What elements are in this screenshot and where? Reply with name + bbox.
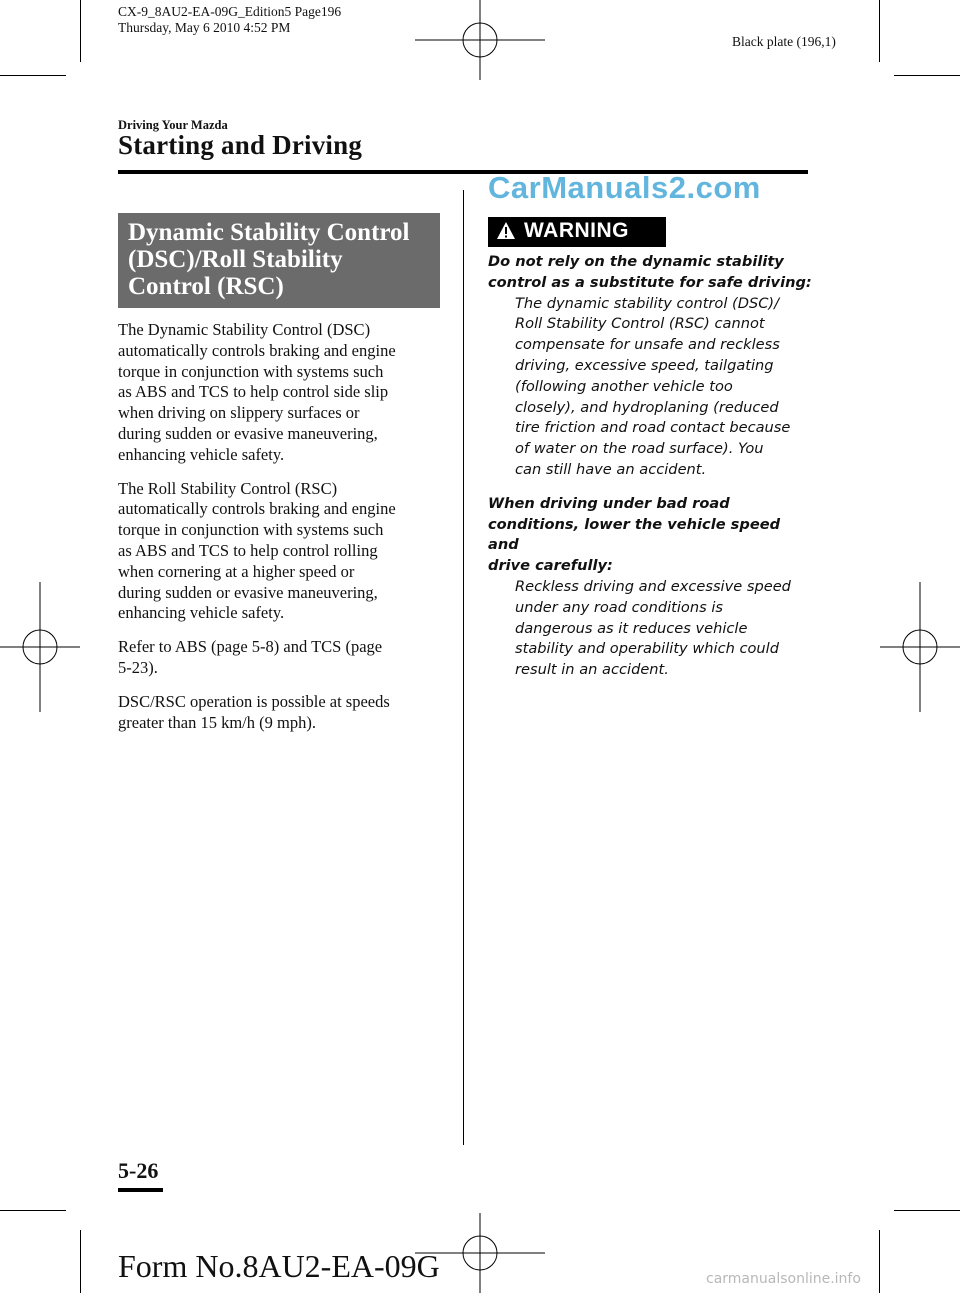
warning-detail: The dynamic stability control (DSC)/ Roll Stability Control (RSC) cannot compensate for unsafe and reckless driving, excessive speed, tailgating (following another vehicle too closely), and hydroplaning (reduced tire friction and road contact because of water on the road surface). You can still have an accident.	[515, 294, 791, 478]
registration-mark-top	[415, 0, 545, 80]
dsc-heading-line: (DSC)/Roll Stability	[128, 246, 343, 273]
body-text	[118, 320, 443, 746]
print-meta	[118, 4, 341, 36]
footer-rule	[118, 1188, 163, 1192]
dsc-heading-line: Dynamic Stability Control	[128, 219, 410, 246]
site-watermark: carmanualsonline.info	[706, 1271, 861, 1287]
dsc-paragraph: The Dynamic Stability Control (DSC) automatically controls braking and engine torque in conjunction with systems such as ABS and TCS to help control side slip when driving on slippery surfaces or during sudden or evasive maneuvering, enhancing vehicle safety.	[118, 320, 396, 464]
section-label: Driving Your Mazda	[118, 118, 228, 132]
dsc-heading-line: Control (RSC)	[128, 273, 284, 300]
form-number: Form No.8AU2-EA-09G	[118, 1248, 440, 1284]
page-number: 5-26	[118, 1158, 159, 1183]
warning-text	[488, 252, 813, 694]
registration-mark-left	[0, 582, 80, 712]
plate-label: Black plate (196,1)	[732, 34, 836, 49]
warning-label: WARNING	[524, 219, 629, 242]
column-divider	[463, 190, 464, 1145]
page-title: Starting and Driving	[118, 130, 363, 160]
warning-lead: When driving under bad road conditions, lower the vehicle speed and drive carefully:	[488, 494, 781, 575]
warning-detail: Reckless driving and excessive speed under any road conditions is dangerous as it reduces vehicle stability and operability which could result in an accident.	[515, 577, 791, 679]
dsc-heading-box	[118, 213, 440, 308]
print-meta-file: CX-9_8AU2-EA-09G_Edition5 Page196	[118, 4, 342, 19]
print-meta-date: Thursday, May 6 2010 4:52 PM	[118, 20, 291, 35]
speed-paragraph: DSC/RSC operation is possible at speeds greater than 15 km/h (9 mph).	[118, 691, 390, 732]
registration-mark-right	[880, 582, 960, 712]
rsc-paragraph: The Roll Stability Control (RSC) automatically controls braking and engine torque in conjunction with systems such as ABS and TCS to help control rolling when cornering at a higher speed or during sudden or evasive maneuvering, enhancing vehicle safety.	[118, 478, 396, 623]
warning-badge	[488, 217, 666, 247]
refer-paragraph: Refer to ABS (page 5-8) and TCS (page 5-23).	[118, 637, 383, 677]
warning-triangle-icon	[496, 221, 516, 241]
warning-lead: Do not rely on the dynamic stability control as a substitute for safe driving:	[488, 253, 812, 291]
carmanuals-watermark: CarManuals2.com	[488, 170, 761, 205]
